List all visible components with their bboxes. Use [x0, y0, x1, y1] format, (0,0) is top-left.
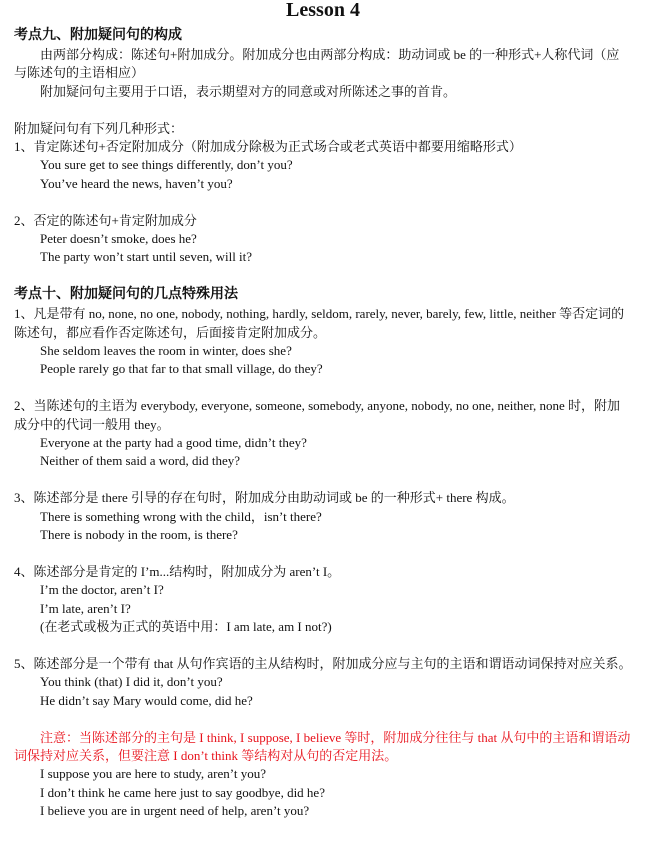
- section9-para2: 附加疑问句主要用于口语，表示期望对方的同意或对所陈述之事的首肯。: [40, 83, 457, 99]
- form2-text: 2、否定的陈述句+肯定附加成分: [14, 212, 197, 228]
- example-sentence: I’m late, aren’t I?: [40, 600, 131, 616]
- item5-text: 5、陈述部分是一个带有 that 从句作宾语的主从结构时，附加成分应与主句的主语和谓语动词保持对应关系。: [14, 655, 632, 671]
- example-sentence: You think (that) I did it, don’t you?: [40, 674, 223, 690]
- spacer: [14, 267, 632, 285]
- spacer: [14, 637, 632, 655]
- item4-text: 4、陈述部分是肯定的 I’m...结构时，附加成分为 aren’t I。: [14, 563, 341, 579]
- section10-heading: 考点十、附加疑问句的几点特殊用法: [14, 287, 238, 303]
- example-sentence: The party won’t start until seven, will it?: [40, 249, 253, 265]
- example-sentence: People rarely go that far to that small village, do they?: [40, 361, 323, 377]
- example-sentence: Neither of them said a word, did they?: [40, 453, 240, 469]
- example-sentence: You’ve heard the news, haven’t you?: [40, 175, 233, 191]
- example-sentence: You sure get to see things differently, don’t you?: [40, 157, 293, 173]
- form1-text: 1、肯定陈述句+否定附加成分（附加成分除极为正式场合或老式英语中都要用缩略形式）: [14, 139, 522, 155]
- example-sentence: I don’t think he came here just to say goodbye, did he?: [40, 784, 325, 800]
- example-sentence: (在老式或极为正式的英语中用：I am late, am I not?): [40, 619, 332, 635]
- example-sentence: There is nobody in the room, is there?: [40, 527, 238, 543]
- example-sentence: I suppose you are here to study, aren’t you?: [40, 766, 266, 782]
- item1-text: 1、凡是带有 no, none, no one, nobody, nothing, hardly, seldom, rarely, never, barely, few, little, neither 等否定词的陈述句，都应看作否定陈述句，后面接肯定附加成分。: [14, 306, 625, 340]
- item3-text: 3、陈述部分是 there 引导的存在句时，附加成分由助动词或 be 的一种形式+ there 构成。: [14, 490, 515, 506]
- spacer: [14, 101, 632, 119]
- section9-heading: 考点九、附加疑问句的构成: [14, 28, 182, 43]
- spacer: [14, 379, 632, 397]
- section9-para1: 由两部分构成：陈述句+附加成分。附加成分也由两部分构成：助动词或 be 的一种形式+人称代词（应与陈述句的主语相应）: [14, 47, 620, 81]
- example-sentence: She seldom leaves the room in winter, does she?: [40, 343, 292, 359]
- page-title: Lesson 4: [286, 0, 360, 21]
- forms-intro: 附加疑问句有下列几种形式：: [14, 120, 184, 136]
- note-text: 注意：当陈述部分的主句是 I think, I suppose, I believe 等时，附加成分往往与 that 从句中的主语和谓语动词保持对应关系，但要注意 I don’t think 等结构对从句的否定用法。: [14, 729, 631, 763]
- example-sentence: There is something wrong with the child，isn’t there?: [40, 508, 322, 524]
- spacer: [14, 471, 632, 489]
- example-sentence: I believe you are in urgent need of help, aren’t you?: [40, 803, 310, 819]
- item2-text: 2、当陈述句的主语为 everybody, everyone, someone, somebody, anyone, nobody, no one, neither, none 时，附加成分中的代词一般用 they。: [14, 398, 621, 432]
- example-sentence: Peter doesn’t smoke, does he?: [40, 231, 197, 247]
- spacer: [14, 193, 632, 211]
- spacer: [14, 544, 632, 562]
- example-sentence: He didn’t say Mary would come, did he?: [40, 692, 253, 708]
- spacer: [14, 710, 632, 728]
- example-sentence: I’m the doctor, aren’t I?: [40, 582, 164, 598]
- example-sentence: Everyone at the party had a good time, didn’t they?: [40, 435, 307, 451]
